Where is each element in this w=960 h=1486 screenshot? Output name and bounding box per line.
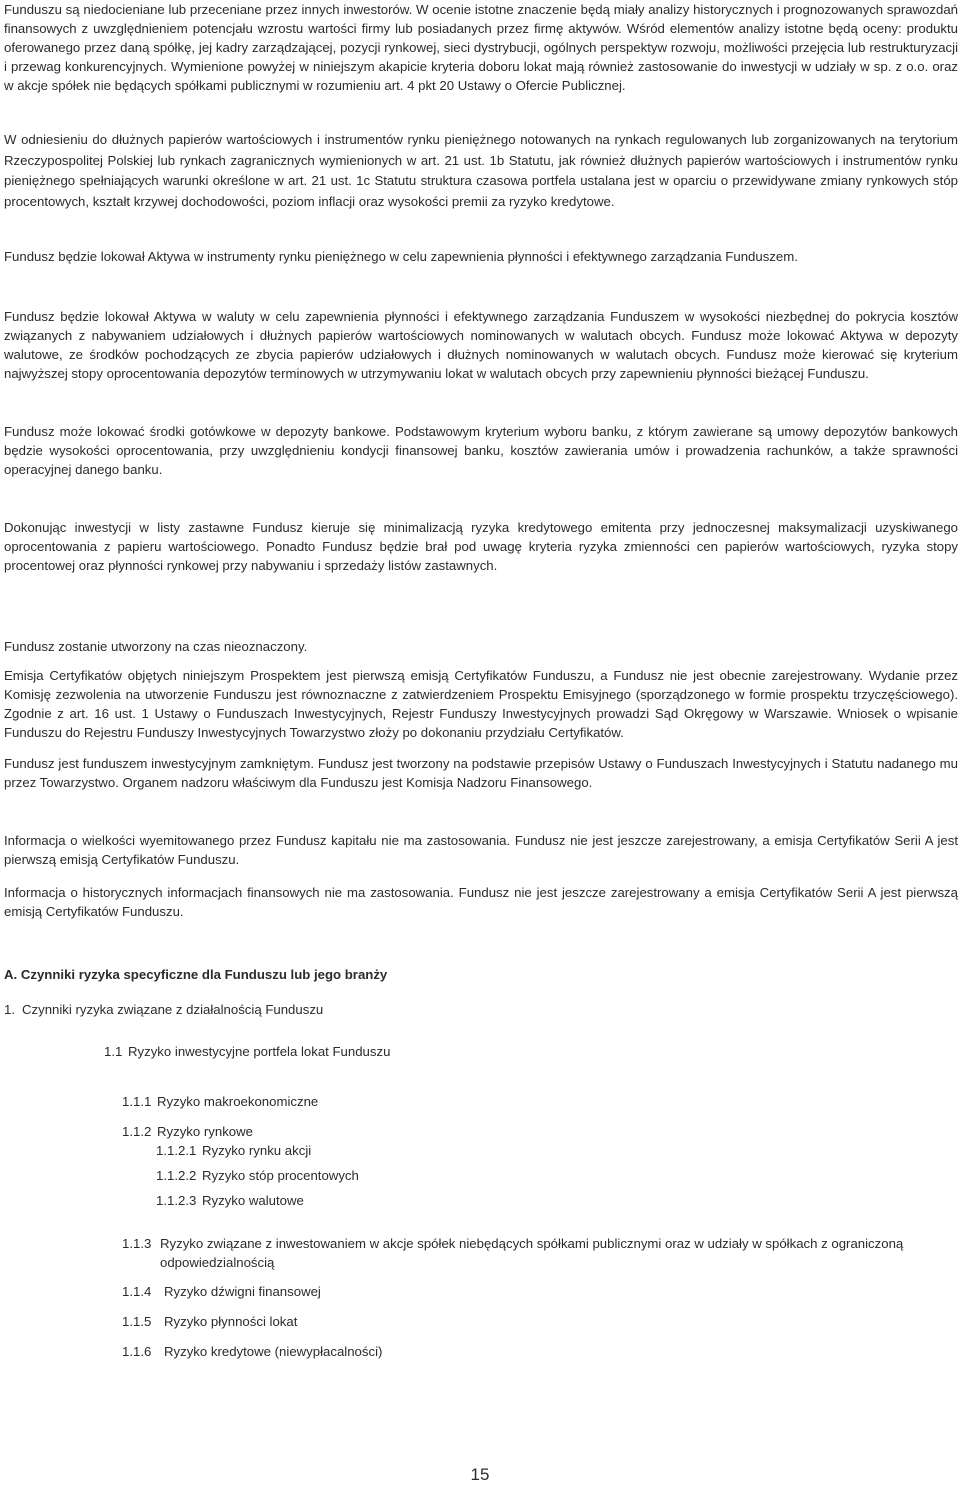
toc-item-1 (4, 1000, 958, 1019)
toc-number: 1.1.4 (122, 1284, 152, 1299)
page-number: 15 (470, 1465, 490, 1484)
toc-item-1-1-3 (4, 1234, 958, 1272)
paragraph-certificates-issue: Emisja Certyfikatów objętych niniejszym Prospektem jest pierwszą emisją Certyfikatów Funduszu, a Fundusz nie jest obecnie zarejestrowany. Wydanie przez Komisję zezwolenia na utworzenie Funduszu jest równoznaczne z zatwierdzeniem Prospektu Emisyjnego (sporządzonego w formie prospektu trzyczęściowego). Zgodnie z art. 16 ust. 1 Ustawy o Funduszach Inwestycyjnych, Rejestr Funduszy Inwestycyjnych prowadzi Sąd Okręgowy w Warszawie. Wniosek o wpisanie Funduszu do Rejestru Funduszy Inwestycyjnych Towarzystwo złoży po dokonaniu przydziału Certyfikatów. (4, 668, 958, 740)
toc-item-1-1-1 (4, 1092, 958, 1111)
toc-text: Ryzyko płynności lokat (164, 1314, 298, 1329)
toc-item-1-1 (4, 1042, 958, 1061)
toc-text: Ryzyko walutowe (202, 1193, 304, 1208)
toc-text: Ryzyko dźwigni finansowej (164, 1284, 321, 1299)
paragraph-debt-securities: W odniesieniu do dłużnych papierów wartościowych i instrumentów rynku pieniężnego notowanych na rynkach regulowanych lub zorganizowanych na terytorium Rzeczypospolitej Polskiej lub rynkach zagranicznych wymienionych w art. 21 ust. 1b Statutu, jak również dłużnych papierów wartościowych i instrumentów rynku pieniężnego spełniających warunki określone w art. 21 ust. 1c Statutu struktura czasowa portfela ustalana jest w oparciu o przewidywane zmiany rynkowych stóp procentowych, kształt krzywej dochodowości, poziom inflacji oraz wysokości premii za ryzyko kredytowe. (4, 132, 958, 209)
toc-number: 1.1.1 (122, 1094, 152, 1109)
paragraph-mortgage-bonds: Dokonując inwestycji w listy zastawne Fundusz kieruje się minimalizacją ryzyka kredytowego emitenta przy jednoczesnej maksymalizacji uzyskiwanego oprocentowania z papieru wartościowego. Ponadto Fundusz będzie brał pod uwagę kryteria ryzyka zmienności cen papierów wartościowych, ryzyka stopy procentowej oraz płynności rynkowej przy nabywaniu i sprzedaży listów zastawnych. (4, 520, 958, 573)
toc-text: Ryzyko makroekonomiczne (157, 1094, 319, 1109)
toc-text: Ryzyko związane z inwestowaniem w akcje spółek niebędących spółkami publicznymi oraz w udziały w spółkach z ograniczoną odpowiedzialnością (160, 1236, 904, 1270)
document-page (4, 0, 958, 1361)
paragraph-currencies: Fundusz będzie lokował Aktywa w waluty w celu zapewnienia płynności i efektywnego zarządzania Funduszem w wysokości niezbędnej do pokrycia kosztów związanych z nabywaniem udziałowych i dłużnych papierów wartościowych nominowanych w walutach obcych. Fundusz może lokować Aktywa w depozyty walutowe, ze środków pochodzących ze zbycia papierów udziałowych i dłużnych nominowanych w walutach obcych. Fundusz może kierować się kryterium najwyższej stopy oprocentowania depozytów terminowych w utrzymywaniu lokat w walutach obcych przy zapewnieniu płynności bieżącej Funduszu. (4, 309, 958, 381)
toc-text: Ryzyko kredytowe (niewypłacalności) (164, 1344, 383, 1359)
toc-item-1-1-6 (4, 1342, 958, 1361)
toc-number: 1.1.2.3 (156, 1193, 197, 1208)
toc-number: 1.1.2 (122, 1124, 152, 1139)
toc-text: Ryzyko stóp procentowych (202, 1168, 359, 1183)
toc-number: 1.1.5 (122, 1314, 152, 1329)
toc-item-1-1-2-2 (4, 1166, 958, 1185)
paragraph-fund-duration: Fundusz zostanie utworzony na czas nieoznaczony. (4, 639, 308, 654)
paragraph-bank-deposits: Fundusz może lokować środki gotówkowe w depozyty bankowe. Podstawowym kryterium wyboru banku, z którym zawierane są umowy depozytów bankowych będzie wysokości oprocentowania, przy uwzględnieniu kondycji finansowej banku, kosztów zawierania umów i prowadzenia rachunków, a także sprawności operacyjnej danego banku. (4, 424, 958, 477)
paragraph-closed-fund: Fundusz jest funduszem inwestycyjnym zamkniętym. Fundusz jest tworzony na podstawie przepisów Ustawy o Funduszach Inwestycyjnych i Statutu nadanego mu przez Towarzystwo. Organem nadzoru właściwym dla Funduszu jest Komisja Nadzoru Finansowego. (4, 756, 958, 790)
section-title: A. Czynniki ryzyka specyficzne dla Funduszu lub jego branży (4, 967, 388, 982)
toc-text: Ryzyko rynku akcji (202, 1143, 312, 1158)
toc-number: 1.1.3 (122, 1236, 152, 1251)
toc-item-1-1-2-1 (4, 1141, 958, 1160)
toc-text: Ryzyko inwestycyjne portfela lokat Funduszu (128, 1044, 391, 1059)
toc-item-1-1-5 (4, 1312, 958, 1331)
toc-text: Ryzyko rynkowe (157, 1124, 254, 1139)
toc-number: 1.1.6 (122, 1344, 152, 1359)
toc-item-1-1-4 (4, 1282, 958, 1301)
paragraph-historical-info: Informacja o historycznych informacjach finansowych nie ma zastosowania. Fundusz nie jest jeszcze zarejestrowany a emisja Certyfikatów Serii A jest pierwszą emisją Certyfikatów Funduszu. (4, 885, 958, 919)
toc-item-1-1-2-3 (4, 1191, 958, 1210)
paragraph-investment-criteria: Funduszu są niedocieniane lub przeceniane przez innych inwestorów. W ocenie istotne znaczenie będą miały analizy historycznych i prognozowanych sprawozdań finansowych z uwzględnieniem potencjału wzrostu wartości firmy lub posiadanych przez firmę aktywów. Wśród elementów analizy istotne będą oceny: produktu oferowanego przez daną spółkę, jej kadry zarządzającej, pozycji rynkowej, sieci dystrybucji, ogólnych perspektyw rozwoju, możliwości przejęcia lub restrukturyzacji i przewag konkurencyjnych. Wymienione powyżej w niniejszym akapicie kryteria doboru lokat mają również zastosowanie do inwestycji w udziały w sp. z o.o. oraz w akcje spółek nie będących spółkami publicznymi w rozumieniu art. 4 pkt 20 Ustawy o Ofercie Publicznej. (4, 2, 958, 93)
paragraph-money-market: Fundusz będzie lokował Aktywa w instrumenty rynku pieniężnego w celu zapewnienia płynności i efektywnego zarządzania Funduszem. (4, 249, 798, 264)
toc-item-1-1-2 (4, 1122, 958, 1141)
toc-number: 1.1 (104, 1044, 123, 1059)
paragraph-capital-info: Informacja o wielkości wyemitowanego przez Fundusz kapitału nie ma zastosowania. Fundusz nie jest jeszcze zarejestrowany, a emisja Certyfikatów Serii A jest pierwszą emisją Certyfikatów Funduszu. (4, 833, 958, 867)
toc-text: Czynniki ryzyka związane z działalnością Funduszu (22, 1002, 324, 1017)
toc-number: 1.1.2.2 (156, 1168, 197, 1183)
toc-number: 1.1.2.1 (156, 1143, 197, 1158)
toc-number: 1. (4, 1002, 15, 1017)
